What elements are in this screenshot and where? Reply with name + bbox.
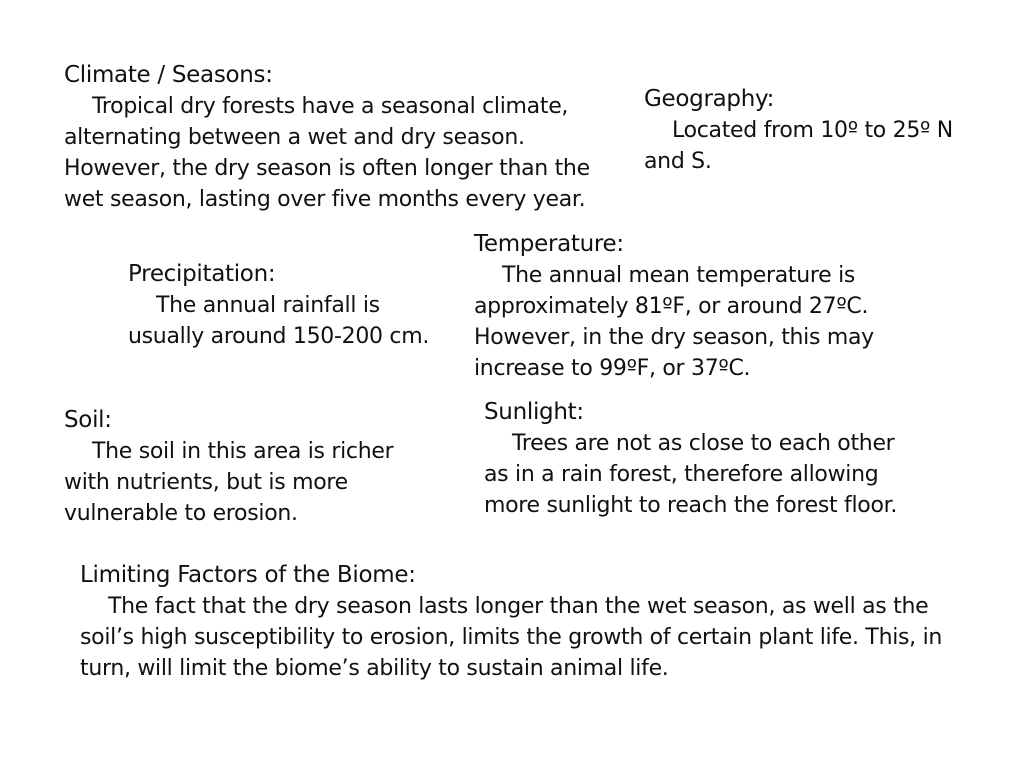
temperature-text: The annual mean temperature is approximately 81ºF, or around 27ºC. However, in the dry season, this may increase to 99ºF, or 37ºC. [474,263,874,381]
soil-text: The soil in this area is richer with nutrients, but is more vulnerable to erosion. [64,439,394,526]
sunlight-text: Trees are not as close to each other as in a rain forest, therefore allowing more sunlight to reach the forest floor. [484,431,898,518]
temperature-heading: Temperature: [474,231,624,257]
sunlight-heading: Sunlight: [484,399,584,425]
limiting-factors-section [80,560,965,684]
climate-heading: Climate / Seasons: [64,62,273,88]
limiting-factors-text: The fact that the dry season lasts longer than the wet season, as well as the soil’s high susceptibility to erosion, limits the growth of certain plant life. This, in turn, will limit the biome’s ability to sustain animal life. [80,594,943,681]
limiting-factors-heading: Limiting Factors of the Biome: [80,562,416,588]
precipitation-text: The annual rainfall is usually around 150-200 cm. [128,293,430,349]
geography-text: Located from 10º to 25º N and S. [644,118,953,174]
geography-section [644,84,964,177]
climate-section [64,60,609,215]
temperature-section [474,229,944,384]
soil-section [64,405,429,529]
sunlight-section [484,397,914,521]
geography-heading: Geography: [644,86,775,112]
precipitation-section [128,259,438,352]
climate-text: Tropical dry forests have a seasonal climate, alternating between a wet and dry season. However, the dry season is often longer than the wet season, lasting over five months every year. [64,94,590,212]
soil-heading: Soil: [64,407,112,433]
precipitation-heading: Precipitation: [128,261,276,287]
